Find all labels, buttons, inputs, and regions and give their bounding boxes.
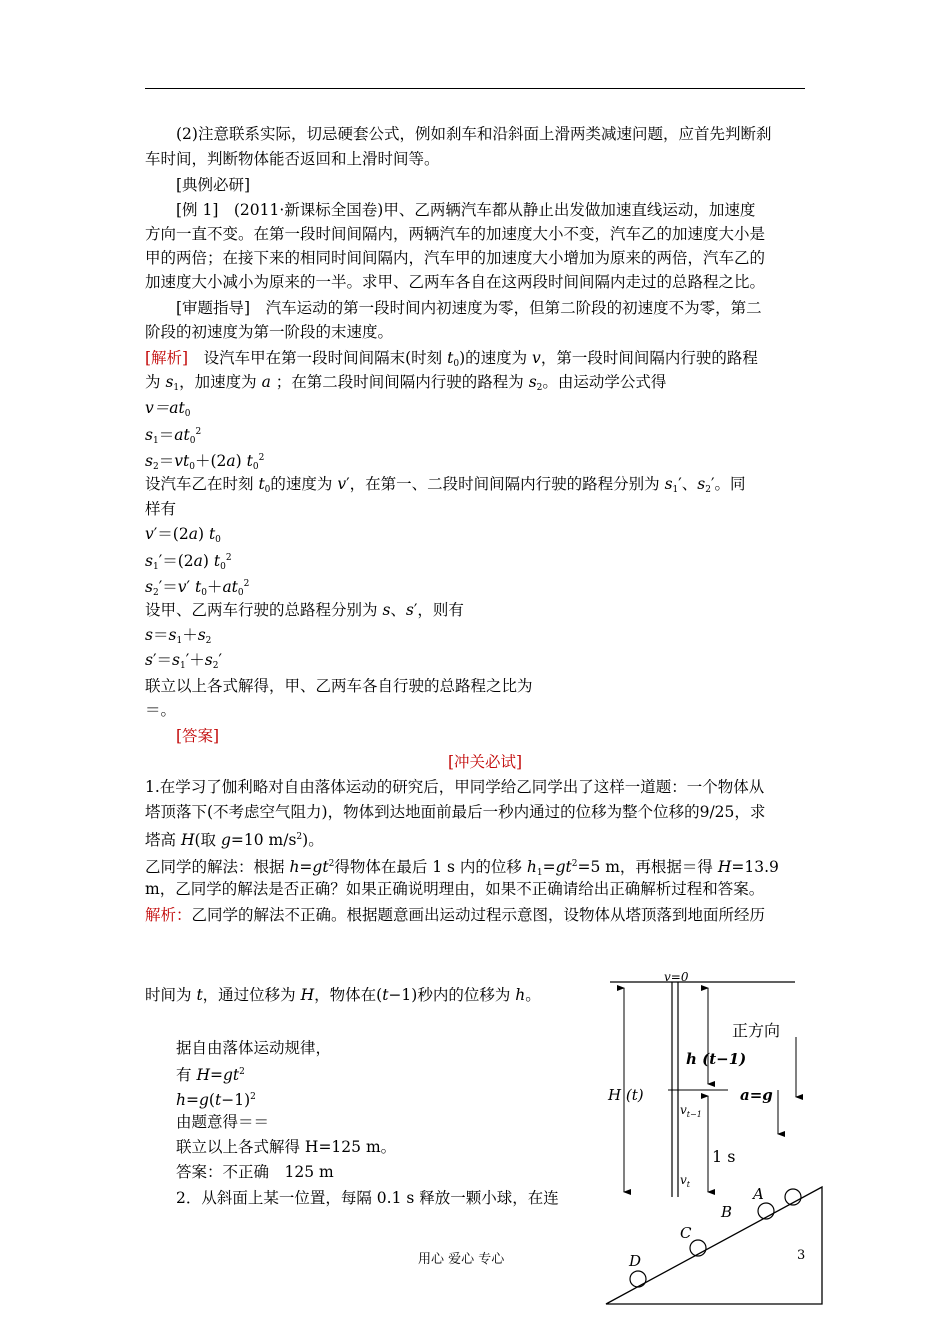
page-footer: 用心 爱心 专心 bbox=[418, 1252, 505, 1267]
text-line: (2)注意联系实际，切忌硬套公式，例如刹车和沿斜面上滑两类减速问题，应首先判断刹 bbox=[176, 125, 772, 143]
ball-D bbox=[630, 1271, 646, 1287]
solution-line: 联立以上各式解得 H=125 m。 bbox=[176, 1138, 397, 1156]
label-A: A bbox=[753, 1185, 764, 1203]
text-line: 设甲、乙两车行驶的总路程分别为 s、s′，则有 bbox=[145, 601, 464, 619]
header-rule bbox=[145, 88, 805, 89]
H-label: H (t) bbox=[608, 1086, 644, 1104]
analysis-line: 为 $s_1$，加速度为 a ；在第二段时间间隔内行驶的路程为 $s_2$。由运动学公式得 bbox=[145, 373, 667, 393]
solution-line: 由题意得＝＝ bbox=[176, 1113, 270, 1131]
h-label: h (t−1) bbox=[686, 1050, 747, 1068]
text-line: 车时间，判断物体能否返回和上滑时间等。 bbox=[145, 150, 440, 168]
equation: $s_2=vt_0+(2a)$ $t_0^2$ bbox=[145, 452, 265, 472]
equation: $s_1'=(2a)$ $t_0^2$ bbox=[145, 552, 232, 572]
question-line: 塔顶落下(不考虑空气阻力)，物体到达地面前最后一秒内通过的位移为整个位移的9/25，求 bbox=[145, 803, 766, 821]
a-label: a=g bbox=[740, 1086, 773, 1104]
question-line: 乙同学的解法：根据 $h=gt^2$得物体在最后 1 s 内的位移 $h_1=gt^2=5$ m，再根据＝得 H=13.9 bbox=[145, 858, 779, 878]
page-number: 3 bbox=[797, 1248, 806, 1263]
question-line: 1.在学习了伽利略对自由落体运动的研究后，甲同学给乙同学出了这样一道题：一个物体从 bbox=[145, 778, 765, 796]
text-line: 加速度大小减小为原来的一半。求甲、乙两车各自在这两段时间间隔内走过的总路程之比。 bbox=[145, 273, 766, 291]
vt1-label: $v_{t-1}$ bbox=[680, 1103, 702, 1119]
text-line: [审题指导] 汽车运动的第一段时间内初速度为零，但第二阶段的初速度不为零，第二 bbox=[176, 299, 762, 317]
equation: $s_2'=v'$ $t_0+at_0^2$ bbox=[145, 578, 250, 598]
section-title: [冲关必试] bbox=[448, 753, 523, 771]
analysis-tag: [解析] bbox=[145, 349, 189, 367]
solution-line: 时间为 t，通过位移为 H，物体在(t−1)秒内的位移为 h。 bbox=[145, 986, 541, 1004]
text-line: 方向一直不变。在第一段时间间隔内，两辆汽车的加速度大小不变，汽车乙的加速度大小是 bbox=[145, 225, 766, 243]
label-C: C bbox=[680, 1224, 692, 1242]
text-line: ＝。 bbox=[145, 701, 177, 719]
section-heading: [典例必研] bbox=[176, 176, 251, 194]
analysis-line: [解析] 设汽车甲在第一段时间间隔末(时刻 $t_0$)的速度为 v，第一段时间间隔内行驶的路程 bbox=[145, 349, 758, 369]
answer-tag: [答案] bbox=[176, 727, 220, 745]
label-D: D bbox=[629, 1252, 642, 1270]
solution-line: 据自由落体运动规律， bbox=[176, 1039, 332, 1057]
equation: $s=s_1+s_2$ bbox=[145, 626, 212, 646]
equation: $v=at_0$ bbox=[145, 399, 191, 419]
equation: $s'=s_1'+s_2'$ bbox=[145, 651, 222, 671]
v0-label: v=0 bbox=[664, 972, 689, 984]
solution-tag: 解析： bbox=[145, 906, 192, 924]
label-B: B bbox=[721, 1203, 733, 1221]
incline-diagram bbox=[600, 1182, 830, 1307]
question-line: m，乙同学的解法是否正确？如果正确说明理由，如果不正确请给出正确解析过程和答案。 bbox=[145, 880, 765, 898]
free-fall-diagram bbox=[600, 972, 810, 1202]
text-line: 设汽车乙在时刻 $t_0$的速度为 v′，在第一、二段时间间隔内行驶的路程分别为 $s_1'$、$s_2'$。同 bbox=[145, 475, 746, 495]
direction-label: 正方向 bbox=[732, 1021, 781, 1040]
equation: 有 $H=gt^2$ bbox=[176, 1066, 245, 1084]
equation: $h=g(t-1)^2$ bbox=[176, 1091, 256, 1109]
text-line: 阶段的初速度为第一阶段的末速度。 bbox=[145, 323, 394, 341]
one-second-label: 1 s bbox=[712, 1147, 736, 1166]
solution-line: 解析：乙同学的解法不正确。根据题意画出运动过程示意图，设物体从塔顶落到地面所经历 bbox=[145, 906, 766, 924]
vt-label: $v_t$ bbox=[680, 1173, 690, 1189]
text-line: 甲的两倍；在接下来的相同时间间隔内，汽车甲的加速度大小增加为原来的两倍，汽车乙的 bbox=[145, 249, 766, 267]
question-line: 2．从斜面上某一位置，每隔 0.1 s 释放一颗小球，在连 bbox=[176, 1189, 559, 1207]
text-line: 样有 bbox=[145, 500, 177, 518]
text-line: 联立以上各式解得，甲、乙两车各自行驶的总路程之比为 bbox=[145, 677, 533, 695]
question-line: 塔高 H(取 g=10 $m/s^2$)。 bbox=[145, 831, 324, 849]
equation: $s_1=at_0^2$ bbox=[145, 426, 202, 446]
equation: v′＝(2a) $t_0$ bbox=[145, 525, 221, 545]
solution-line: 答案：不正确 125 m bbox=[176, 1163, 334, 1181]
text-line: [例 1] (2011·新课标全国卷)甲、乙两辆汽车都从静止出发做加速直线运动，加速度 bbox=[176, 201, 756, 219]
